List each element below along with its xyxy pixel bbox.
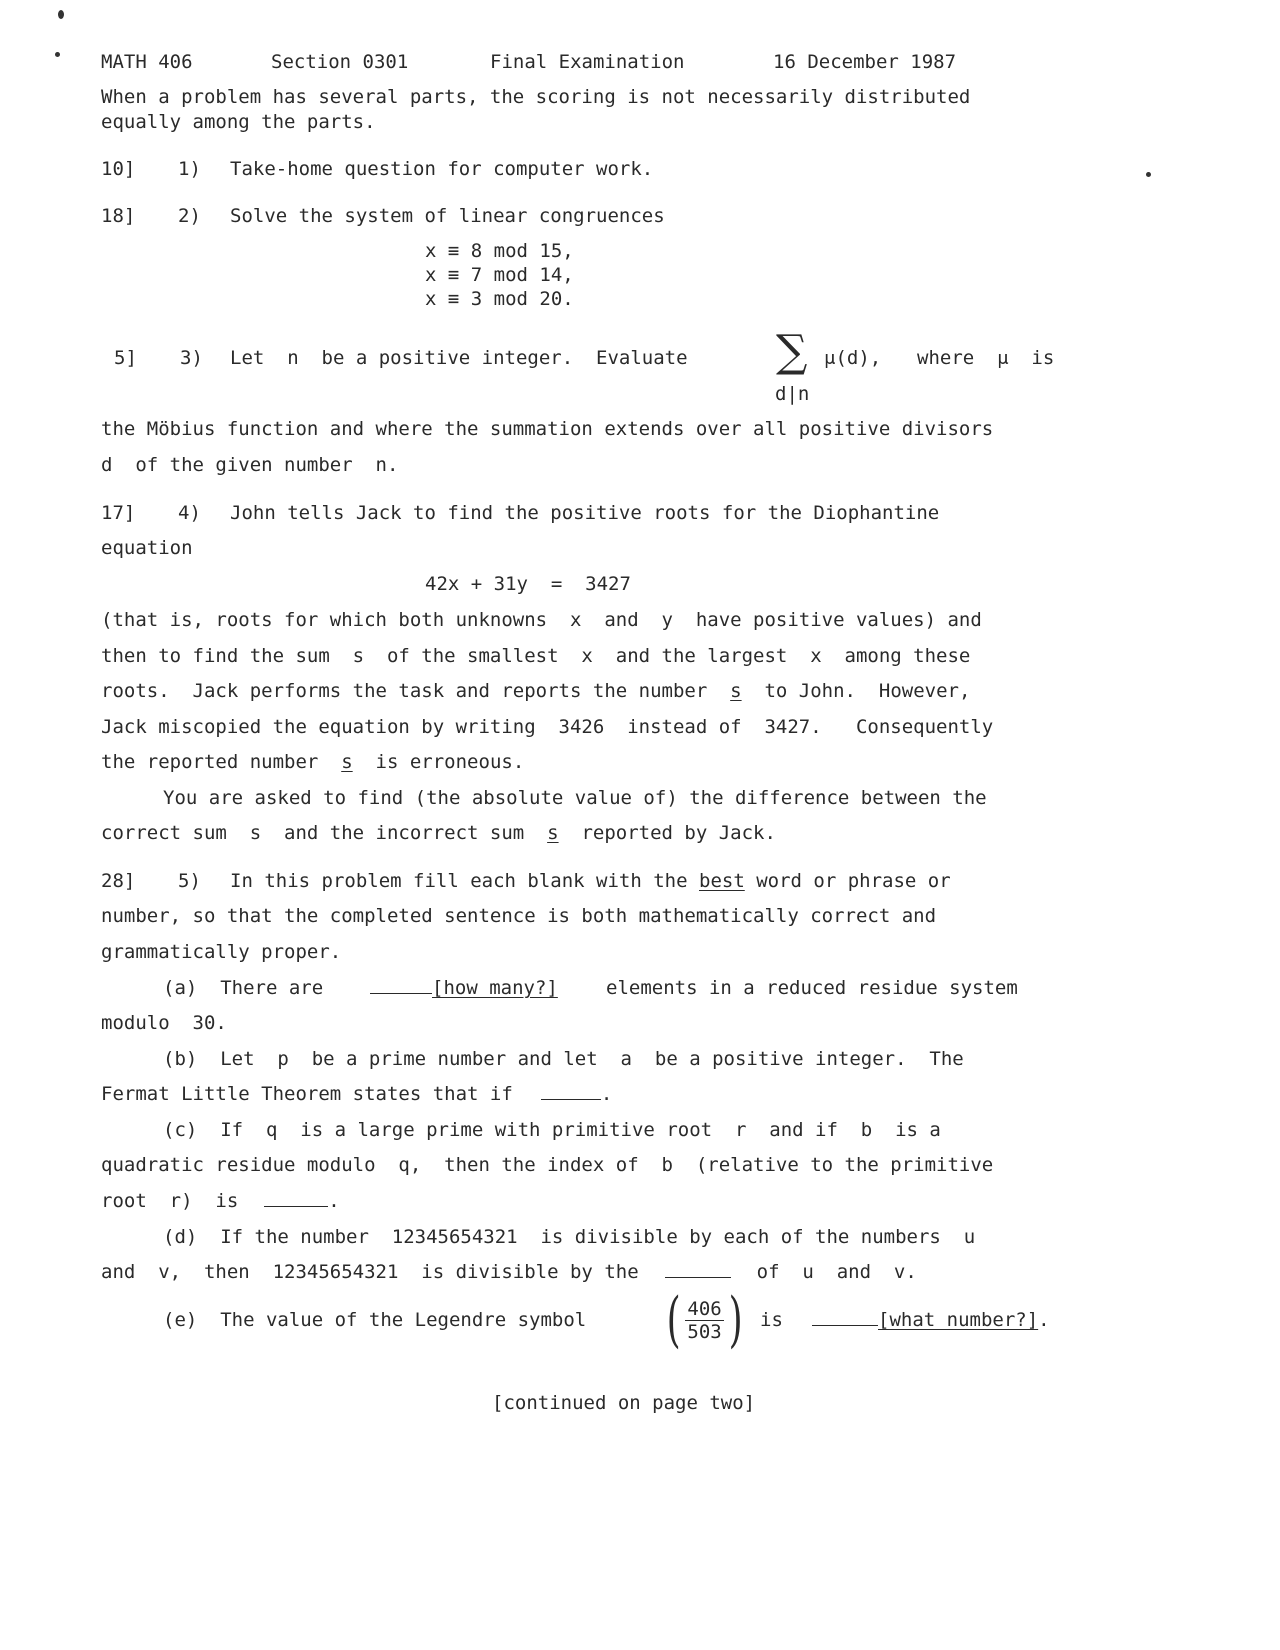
fill-blank <box>264 1188 328 1207</box>
q5-text: word or phrase or <box>744 870 951 892</box>
q3-line: d of the given number n. <box>101 454 399 476</box>
q4-text: correct sum s and the incorrect sum <box>101 822 548 844</box>
q1-points: 10] <box>101 158 136 180</box>
q4-text: reported by Jack. <box>558 822 776 844</box>
summation-term: μ(d), <box>824 347 882 369</box>
q3-where: where μ is <box>917 347 1055 369</box>
underlined-s: s <box>547 822 559 844</box>
part-a: (a) There are <box>163 977 324 999</box>
part-d-text: and v, then 12345654321 is divisible by the <box>101 1261 639 1283</box>
q4-number: 4) <box>178 502 201 524</box>
q4-line <box>101 749 524 775</box>
diophantine-equation: 42x + 31y = 3427 <box>425 573 631 595</box>
summation-symbol: ∑ <box>776 326 808 377</box>
fill-blank <box>370 975 432 994</box>
q4-line: You are asked to find (the absolute value of) the difference between the <box>163 787 987 809</box>
q4-line <box>101 678 970 704</box>
part-d: (d) If the number 12345654321 is divisible by each of the numbers u <box>163 1226 976 1248</box>
part-a: elements in a reduced residue system <box>606 977 1018 999</box>
q4-line: equation <box>101 537 193 559</box>
underlined-s: s <box>730 680 742 702</box>
q4-text: the reported number <box>101 751 342 773</box>
q1-number: 1) <box>178 158 201 180</box>
q4-text: is erroneous. <box>352 751 525 773</box>
blank-hint: [what number?] <box>878 1309 1039 1331</box>
part-d-text: of u and v. <box>756 1261 917 1283</box>
part-b-text: Fermat Little Theorem states that if <box>101 1083 513 1105</box>
part-c-text: root r) is <box>101 1190 239 1212</box>
q2-number: 2) <box>178 205 201 227</box>
part-c: (c) If q is a large prime with primitive root r and if b is a <box>163 1119 941 1141</box>
q5-line: grammatically proper. <box>101 941 342 963</box>
legendre-denominator: 503 <box>687 1320 722 1343</box>
q5-number: 5) <box>178 870 201 892</box>
part-c <box>101 1188 340 1214</box>
congruence-1: x ≡ 8 mod 15, <box>425 240 574 262</box>
underlined-s: s <box>341 751 353 773</box>
underlined-best: best <box>699 870 745 892</box>
period: . <box>600 1083 613 1105</box>
fill-blank <box>541 1081 601 1100</box>
header-section: Section 0301 <box>271 51 409 73</box>
q4-line: (that is, roots for which both unknowns x and y have positive values) and <box>101 609 982 631</box>
header-course: MATH 406 <box>101 51 193 73</box>
part-d <box>101 1259 917 1285</box>
congruence-2: x ≡ 7 mod 14, <box>425 264 574 286</box>
q4-text: roots. Jack performs the task and reports the number <box>101 680 731 702</box>
legendre-numerator: 406 <box>687 1297 722 1320</box>
header-date: 16 December 1987 <box>773 51 957 73</box>
intro-line: When a problem has several parts, the scoring is not necessarily distributed <box>101 86 971 108</box>
scan-speck <box>1146 172 1151 177</box>
blank-hint: [how many?] <box>432 977 558 999</box>
q5-line: number, so that the completed sentence is both mathematically correct and <box>101 905 937 927</box>
part-b <box>101 1081 612 1107</box>
part-a: modulo 30. <box>101 1012 227 1034</box>
q1-text: Take-home question for computer work. <box>230 158 654 180</box>
period: . <box>1038 1309 1050 1331</box>
right-paren: ) <box>728 1285 743 1355</box>
q2-text: Solve the system of linear congruences <box>230 205 665 227</box>
q4-line <box>101 820 776 846</box>
q4-line: John tells Jack to find the positive roots for the Diophantine <box>230 502 940 524</box>
part-e: (e) The value of the Legendre symbol <box>163 1309 587 1331</box>
scan-speck <box>55 52 60 57</box>
q4-text: to John. However, <box>741 680 971 702</box>
q4-points: 17] <box>101 502 136 524</box>
summation-index: d|n <box>775 383 810 405</box>
header-exam: Final Examination <box>490 51 685 73</box>
q5-text: In this problem fill each blank with the <box>230 870 699 892</box>
q4-line: Jack miscopied the equation by writing 3426 instead of 3427. Consequently <box>101 716 994 738</box>
period: . <box>328 1190 340 1212</box>
legendre-symbol <box>662 1285 747 1355</box>
footer-continued: [continued on page two] <box>492 1392 756 1414</box>
q5-points: 28] <box>101 870 136 892</box>
fill-blank <box>812 1307 878 1326</box>
part-c: quadratic residue modulo q, then the index of b (relative to the primitive <box>101 1154 994 1176</box>
q2-points: 18] <box>101 205 136 227</box>
legendre-fraction <box>685 1298 723 1343</box>
intro-line: equally among the parts. <box>101 111 376 133</box>
q3-text: Let n be a positive integer. Evaluate <box>230 347 688 369</box>
q4-line: then to find the sum s of the smallest x and the largest x among these <box>101 645 971 667</box>
scan-speck <box>58 10 64 19</box>
part-e-blank <box>812 1307 1050 1333</box>
part-a-blank <box>370 975 558 1001</box>
congruence-3: x ≡ 3 mod 20. <box>425 288 574 310</box>
left-paren: ( <box>666 1285 681 1355</box>
q3-number: 3) <box>180 347 203 369</box>
q5-line <box>230 868 951 894</box>
part-b: (b) Let p be a prime number and let a be a positive integer. The <box>163 1048 964 1070</box>
fill-blank <box>665 1259 731 1278</box>
q3-line: the Möbius function and where the summation extends over all positive divisors <box>101 418 994 440</box>
part-e: is <box>760 1309 783 1331</box>
q3-points: 5] <box>114 347 137 369</box>
